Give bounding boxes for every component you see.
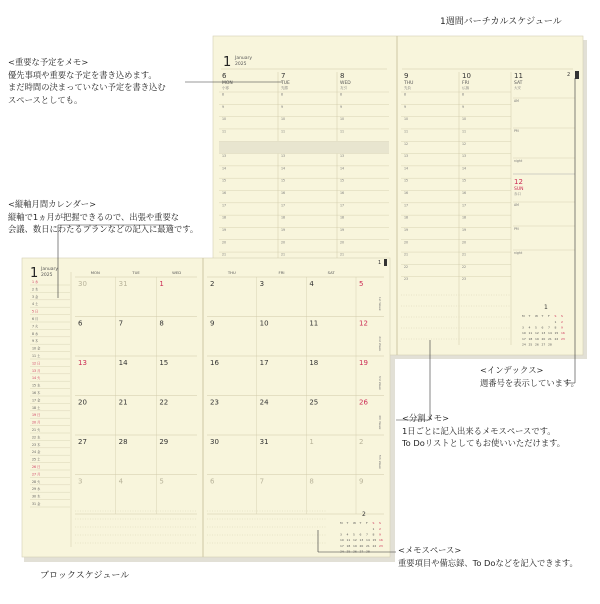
weekly-hour-label: 19 xyxy=(340,227,345,232)
block-mini-calendar-day: 10 xyxy=(340,538,344,543)
block-mini-calendar-day: 27 xyxy=(359,549,364,554)
block-side-day: 15 水 xyxy=(32,383,41,388)
weekly-mini-calendar-day: 9 xyxy=(561,325,563,330)
block-day-header: WED xyxy=(172,270,182,275)
block-week-label: 4th Week xyxy=(378,415,382,430)
block-week-label: 5th Week xyxy=(378,454,382,469)
block-mini-calendar-day: 11 xyxy=(346,538,351,543)
block-mini-calendar-header: T xyxy=(359,521,362,525)
weekly-hour-label: 13 xyxy=(462,154,467,159)
weekly-highlight-band xyxy=(219,141,389,153)
block-date-sun: 2 xyxy=(359,438,364,446)
block-month-name: January xyxy=(41,267,59,272)
weekly-hour-label: 10 xyxy=(281,117,286,122)
block-date: 10 xyxy=(259,319,269,328)
weekly-mini-calendar-day: 8 xyxy=(554,325,557,330)
block-date: 6 xyxy=(78,319,83,328)
weekly-sat-label: night xyxy=(514,159,523,163)
weekly-hour-label: 18 xyxy=(222,215,227,220)
block-mini-calendar-day: 6 xyxy=(359,532,362,537)
weekly-index-number: 2 xyxy=(567,72,571,78)
weekly-hour-label: 16 xyxy=(281,191,286,195)
weekly-hour-label: 8 xyxy=(340,92,343,97)
weekly-hour-label: 17 xyxy=(404,203,409,208)
weekly-hour-label: 17 xyxy=(281,203,286,208)
weekly-mini-calendar-day: 22 xyxy=(554,336,559,341)
weekly-hour-label: 10 xyxy=(462,117,467,122)
weekly-day-date: 10 xyxy=(462,72,471,80)
weekly-day-sub: 先勝 xyxy=(281,86,288,90)
block-day-header: SAT xyxy=(327,270,335,275)
weekly-hour-label: 15 xyxy=(222,178,227,183)
block-day-header: TUE xyxy=(132,270,140,275)
weekly-hour-label: 8 xyxy=(222,92,225,97)
block-date-sun: 12 xyxy=(359,319,368,328)
weekly-title: 1週間バーチカルスケジュール xyxy=(440,17,562,27)
weekly-hour-label: 12 xyxy=(404,141,409,146)
callout-split xyxy=(402,412,565,450)
weekly-hour-label: 9 xyxy=(340,104,343,109)
block-side-day: 30 木 xyxy=(32,494,41,499)
weekly-hour-label: 22 xyxy=(462,264,467,269)
block-date: 23 xyxy=(210,398,219,407)
weekly-hour-label: 8 xyxy=(404,92,407,97)
block-mini-calendar-day: 20 xyxy=(359,543,364,548)
block-date: 30 xyxy=(210,438,219,446)
weekly-sat-label: AM xyxy=(514,99,519,103)
weekly-sat-name: SAT xyxy=(514,81,523,86)
weekly-hour-label: 13 xyxy=(340,154,345,159)
block-side-day: 3 金 xyxy=(32,294,39,299)
block-week-label: 3rd Week xyxy=(378,375,382,390)
block-mini-calendar-day: 16 xyxy=(379,538,383,543)
weekly-hour-label: 23 xyxy=(462,277,467,282)
block-week-label: 2nd Week xyxy=(378,336,382,352)
weekly-hour-label: 13 xyxy=(222,154,227,159)
block-mini-calendar-day: 14 xyxy=(366,538,370,543)
weekly-hour-label: 11 xyxy=(462,129,467,134)
callout-memo-line: まだ時間の決まっていない予定を書き込む xyxy=(8,82,166,92)
block-mini-calendar-header: W xyxy=(353,521,356,525)
block-mini-calendar-day: 3 xyxy=(340,532,342,537)
weekly-month-number: 1 xyxy=(223,55,232,70)
weekly-month-year: 2025 xyxy=(235,62,247,67)
block-mini-calendar-day: 21 xyxy=(366,543,370,548)
weekly-mini-calendar-day: 2 xyxy=(561,320,563,324)
block-date: 1 xyxy=(159,280,164,288)
block-mini-calendar-header: F xyxy=(366,521,368,525)
weekly-hour-label: 20 xyxy=(222,240,227,245)
weekly-mini-calendar-day: 20 xyxy=(541,336,546,341)
block-mini-calendar-day: 25 xyxy=(346,549,351,554)
block-date: 4 xyxy=(118,477,124,486)
block-date: 3 xyxy=(78,477,83,486)
block-side-day: 19 日 xyxy=(32,413,41,418)
weekly-day-name: WED xyxy=(340,81,351,86)
weekly-hour-label: 18 xyxy=(281,215,286,220)
block-date: 27 xyxy=(78,438,87,446)
block-date-sun: 19 xyxy=(359,359,368,367)
block-date: 8 xyxy=(159,319,164,328)
block-date: 29 xyxy=(159,438,169,446)
weekly-hour-label: 10 xyxy=(404,117,409,122)
callout-index-heading: <インデックス> xyxy=(480,365,544,375)
weekly-mini-calendar-day: 18 xyxy=(528,336,533,341)
weekly-mini-calendar-header: S xyxy=(561,314,563,318)
weekly-day-date: 7 xyxy=(281,72,286,80)
weekly-mini-calendar-day: 12 xyxy=(535,331,539,336)
block-date: 8 xyxy=(309,477,314,486)
weekly-mini-calendar-header: W xyxy=(535,314,538,318)
block-date: 14 xyxy=(118,359,128,367)
block-page xyxy=(22,258,390,557)
weekly-hour-label: 21 xyxy=(222,252,227,257)
weekly-hour-label: 11 xyxy=(222,129,227,134)
block-date-sun: 9 xyxy=(359,477,364,486)
weekly-mini-calendar-day: 28 xyxy=(548,342,552,347)
callout-index xyxy=(480,364,579,389)
block-month-number: 1 xyxy=(30,266,39,281)
block-side-day: 21 火 xyxy=(32,428,41,432)
block-side-day: 10 金 xyxy=(32,346,41,351)
weekly-day-date: 9 xyxy=(404,72,409,80)
block-side-day: 7 火 xyxy=(32,324,39,329)
block-side-day: 11 土 xyxy=(32,354,41,358)
weekly-hour-label: 11 xyxy=(404,129,409,134)
weekly-mini-calendar-day: 1 xyxy=(554,320,557,324)
block-side-day: 26 日 xyxy=(32,465,41,469)
block-side-day: 28 火 xyxy=(32,479,41,484)
weekly-mini-calendar-day: 26 xyxy=(535,342,539,347)
block-side-day: 25 土 xyxy=(32,457,41,462)
block-side-day: 23 木 xyxy=(32,442,41,447)
weekly-sat-sub: 大安 xyxy=(514,86,521,90)
block-date: 25 xyxy=(309,398,319,407)
block-side-day: 17 金 xyxy=(32,398,41,403)
weekly-hour-label: 14 xyxy=(340,166,345,171)
block-mini-calendar-day: 2 xyxy=(379,527,381,531)
block-side-day: 20 月 xyxy=(32,420,41,425)
weekly-sun-name: SUN xyxy=(514,187,524,192)
weekly-hour-label: 21 xyxy=(404,252,409,257)
weekly-hour-label: 15 xyxy=(340,178,345,183)
weekly-day-sub: 先負 xyxy=(404,86,411,90)
block-date-sun: 26 xyxy=(359,398,368,407)
weekly-day-name: MON xyxy=(222,81,233,86)
block-date: 21 xyxy=(118,398,128,407)
block-date: 31 xyxy=(118,280,128,288)
block-side-day: 22 水 xyxy=(32,435,41,440)
callout-calendar-line: 縦軸で1ヵ月が把握できるので、出張や重要な xyxy=(8,211,180,222)
weekly-mini-calendar-day: 13 xyxy=(541,331,546,336)
weekly-hour-label: 10 xyxy=(222,117,227,122)
block-day-header: FRI xyxy=(278,270,285,275)
weekly-hour-label: 13 xyxy=(404,154,409,159)
block-mini-calendar-header: M xyxy=(340,521,343,525)
weekly-hour-label: 20 xyxy=(340,240,345,245)
weekly-mini-calendar-day: 17 xyxy=(522,336,526,341)
block-mini-calendar-header: S xyxy=(379,521,381,525)
callout-split-heading: <分割メモ> xyxy=(402,413,450,423)
weekly-hour-label: 16 xyxy=(222,191,227,195)
block-date: 5 xyxy=(159,477,164,486)
weekly-hour-label: 21 xyxy=(281,252,286,257)
block-date: 31 xyxy=(259,438,269,446)
weekly-hour-label: 15 xyxy=(462,178,467,183)
weekly-sun-sub: 赤口 xyxy=(514,192,521,196)
block-date: 9 xyxy=(210,319,215,328)
weekly-mini-calendar-day: 4 xyxy=(528,325,531,330)
block-mini-calendar-day: 13 xyxy=(359,538,364,543)
callout-memospace-heading: <メモスペース> xyxy=(398,545,462,555)
block-side-day: 5 日 xyxy=(32,309,39,314)
callout-memospace xyxy=(398,544,578,569)
weekly-sun-label: AM xyxy=(514,203,519,207)
weekly-hour-label: 11 xyxy=(281,129,286,134)
block-week-label: 1st Week xyxy=(378,296,382,311)
weekly-mini-calendar-header: T xyxy=(528,314,531,318)
weekly-hour-label: 14 xyxy=(462,166,467,171)
block-mini-calendar-day: 24 xyxy=(340,549,344,554)
weekly-hour-label: 20 xyxy=(404,240,409,245)
block-date: 22 xyxy=(159,398,169,407)
block-side-day: 13 月 xyxy=(32,368,41,373)
block-date: 16 xyxy=(210,359,219,367)
weekly-mini-calendar-header: M xyxy=(522,314,525,318)
block-side-day: 27 月 xyxy=(32,472,41,477)
weekly-hour-label: 17 xyxy=(340,203,345,208)
weekly-mini-calendar-header: F xyxy=(548,314,550,318)
weekly-sat-date: 11 xyxy=(514,72,523,80)
weekly-hour-label: 18 xyxy=(404,215,409,220)
callout-calendar-line: 会議、数日にわたるプランなどの記入に最適です。 xyxy=(8,224,199,234)
weekly-hour-label: 18 xyxy=(340,215,345,220)
weekly-mini-calendar-month: 1 xyxy=(544,304,548,311)
weekly-day-date: 8 xyxy=(340,72,345,80)
weekly-hour-label: 15 xyxy=(404,178,409,183)
weekly-hour-label: 9 xyxy=(404,104,407,109)
weekly-mini-calendar-day: 25 xyxy=(528,342,533,347)
weekly-hour-label: 17 xyxy=(462,203,467,208)
weekly-mini-calendar-day: 16 xyxy=(561,331,565,336)
block-date: 7 xyxy=(259,477,265,486)
block-date: 20 xyxy=(78,398,87,407)
weekly-mini-calendar-day: 15 xyxy=(554,331,559,336)
weekly-mini-calendar-day: 19 xyxy=(535,336,539,341)
weekly-hour-label: 13 xyxy=(281,154,286,159)
block-side-day: 8 水 xyxy=(32,331,39,336)
callout-calendar-heading: <縦軸月間カレンダー> xyxy=(8,199,97,209)
weekly-mini-calendar-day: 5 xyxy=(535,325,537,330)
block-side-day: 16 木 xyxy=(32,391,41,395)
block-date: 7 xyxy=(118,319,124,328)
block-side-day: 4 土 xyxy=(32,302,39,307)
callout-calendar xyxy=(8,198,198,236)
callout-memospace-line: 重要項目や備忘録、To Doなどを記入できます。 xyxy=(398,557,578,568)
weekly-hour-label: 23 xyxy=(404,277,409,282)
block-date: 4 xyxy=(309,280,314,288)
block-mini-calendar-day: 4 xyxy=(346,532,349,537)
weekly-mini-calendar-day: 6 xyxy=(541,325,544,330)
weekly-hour-label: 21 xyxy=(462,252,467,257)
weekly-sun-date: 12 xyxy=(514,178,523,186)
weekly-mini-calendar-day: 11 xyxy=(528,331,533,336)
weekly-hour-label: 21 xyxy=(340,252,345,257)
block-mini-calendar-day: 19 xyxy=(353,543,357,548)
block-date: 6 xyxy=(210,477,215,486)
block-day-header: THU xyxy=(227,270,236,275)
weekly-hour-label: 11 xyxy=(340,129,345,134)
block-date: 3 xyxy=(259,280,265,288)
block-date: 13 xyxy=(78,359,87,367)
callout-memo-line: 優先事項や重要な予定を書き込めます。 xyxy=(8,69,157,80)
block-date: 15 xyxy=(159,359,169,367)
weekly-sun-label: night xyxy=(514,251,523,255)
weekly-mini-calendar-day: 10 xyxy=(522,331,526,336)
block-mini-calendar-day: 22 xyxy=(372,543,377,548)
weekly-mini-calendar-day: 7 xyxy=(548,325,550,330)
weekly-hour-label: 16 xyxy=(340,191,345,195)
block-date: 24 xyxy=(259,398,269,407)
block-month-year: 2025 xyxy=(41,273,53,278)
weekly-hour-label: 14 xyxy=(222,166,227,171)
weekly-hour-label: 16 xyxy=(462,191,467,195)
weekly-day-sub: 友引 xyxy=(340,86,347,90)
block-mini-calendar-day: 1 xyxy=(372,527,375,531)
weekly-hour-label: 19 xyxy=(281,227,286,232)
block-day-header: MON xyxy=(90,270,100,275)
block-date: 30 xyxy=(78,280,87,288)
block-side-day: 9 木 xyxy=(32,339,39,344)
block-mini-calendar-day: 9 xyxy=(379,532,381,537)
callout-memo-heading: <重要な予定をメモ> xyxy=(8,57,89,67)
block-side-day: 29 水 xyxy=(32,487,41,492)
block-mini-calendar-day: 7 xyxy=(366,532,368,537)
block-side-day: 31 金 xyxy=(32,502,41,506)
block-title: ブロックスケジュール xyxy=(40,571,130,581)
block-date: 17 xyxy=(259,359,269,367)
weekly-hour-label: 22 xyxy=(404,264,409,269)
block-date: 11 xyxy=(309,319,319,328)
weekly-sat-label: PM xyxy=(514,129,519,133)
weekly-hour-label: 12 xyxy=(462,141,467,146)
block-mini-calendar-header: S xyxy=(372,521,375,525)
weekly-hour-label: 19 xyxy=(222,227,227,232)
weekly-mini-calendar-day: 21 xyxy=(548,336,552,341)
weekly-day-name: TUE xyxy=(281,81,290,86)
weekly-hour-label: 10 xyxy=(340,117,345,122)
weekly-day-name: THU xyxy=(404,81,414,86)
weekly-mini-calendar-day: 27 xyxy=(541,342,546,347)
weekly-hour-label: 9 xyxy=(222,104,225,109)
weekly-hour-label: 19 xyxy=(404,227,409,232)
weekly-month-name: January xyxy=(235,56,253,61)
block-mini-calendar-day: 15 xyxy=(372,538,377,543)
block-mini-calendar-day: 23 xyxy=(379,543,383,548)
block-index-number: 1 xyxy=(378,260,382,266)
weekly-mini-calendar-day: 14 xyxy=(548,331,552,336)
callout-split-line: 1日ごとに記入出来るメモスペースです。 xyxy=(402,425,556,436)
block-mini-calendar-header: T xyxy=(346,521,349,525)
block-side-day: 1 水 xyxy=(32,280,39,284)
callout-memo-line: スペースとしても。 xyxy=(8,94,83,105)
block-index-tab xyxy=(384,259,387,266)
block-date: 28 xyxy=(118,438,128,446)
callout-index-line: 週番号を表示しています。 xyxy=(480,377,579,388)
weekly-hour-label: 14 xyxy=(281,166,286,171)
weekly-mini-calendar-header: T xyxy=(541,314,544,318)
weekly-mini-calendar-day: 3 xyxy=(522,325,524,330)
block-date-sun: 5 xyxy=(359,280,364,288)
weekly-index-tab xyxy=(575,71,579,79)
block-mini-calendar-day: 12 xyxy=(353,538,357,543)
block-side-day: 6 月 xyxy=(32,317,39,321)
weekly-day-date: 6 xyxy=(222,72,227,80)
block-date: 18 xyxy=(309,359,319,367)
weekly-hour-label: 20 xyxy=(281,240,286,245)
weekly-hour-label: 19 xyxy=(462,227,467,232)
weekly-hour-label: 20 xyxy=(462,240,467,245)
weekly-hour-label: 9 xyxy=(462,104,465,109)
weekly-hour-label: 8 xyxy=(462,92,465,97)
block-side-day: 18 土 xyxy=(32,405,41,410)
weekly-hour-label: 8 xyxy=(281,92,284,97)
weekly-day-sub: 小寒 xyxy=(222,86,229,90)
block-mini-calendar-month: 2 xyxy=(362,511,366,518)
weekly-hour-label: 17 xyxy=(222,203,227,208)
block-mini-calendar-day: 17 xyxy=(340,543,344,548)
block-mini-calendar-day: 28 xyxy=(366,549,370,554)
weekly-hour-label: 9 xyxy=(281,104,284,109)
block-date: 1 xyxy=(309,438,314,446)
weekly-mini-calendar-day: 23 xyxy=(561,336,565,341)
block-side-day: 24 金 xyxy=(32,450,41,455)
weekly-day-sub: 仏滅 xyxy=(462,86,469,90)
weekly-sun-label: PM xyxy=(514,227,519,231)
block-mini-calendar-day: 18 xyxy=(346,543,351,548)
weekly-hour-label: 18 xyxy=(462,215,467,220)
weekly-day-name: FRI xyxy=(462,81,470,86)
block-mini-calendar-day: 5 xyxy=(353,532,355,537)
block-side-day: 2 木 xyxy=(32,287,39,292)
block-date: 2 xyxy=(210,280,215,288)
weekly-mini-calendar-header: S xyxy=(554,314,557,318)
block-mini-calendar-day: 26 xyxy=(353,549,357,554)
block-side-day: 12 日 xyxy=(32,361,41,366)
weekly-hour-label: 15 xyxy=(281,178,286,183)
block-side-day: 14 火 xyxy=(32,376,41,381)
weekly-hour-label: 16 xyxy=(404,191,409,195)
block-mini-calendar-day: 8 xyxy=(372,532,375,537)
callout-split-line: To Doリストとしてもお使いいただけます。 xyxy=(402,438,566,448)
weekly-hour-label: 14 xyxy=(404,166,409,171)
weekly-mini-calendar-day: 24 xyxy=(522,342,526,347)
callout-memo xyxy=(8,56,166,106)
